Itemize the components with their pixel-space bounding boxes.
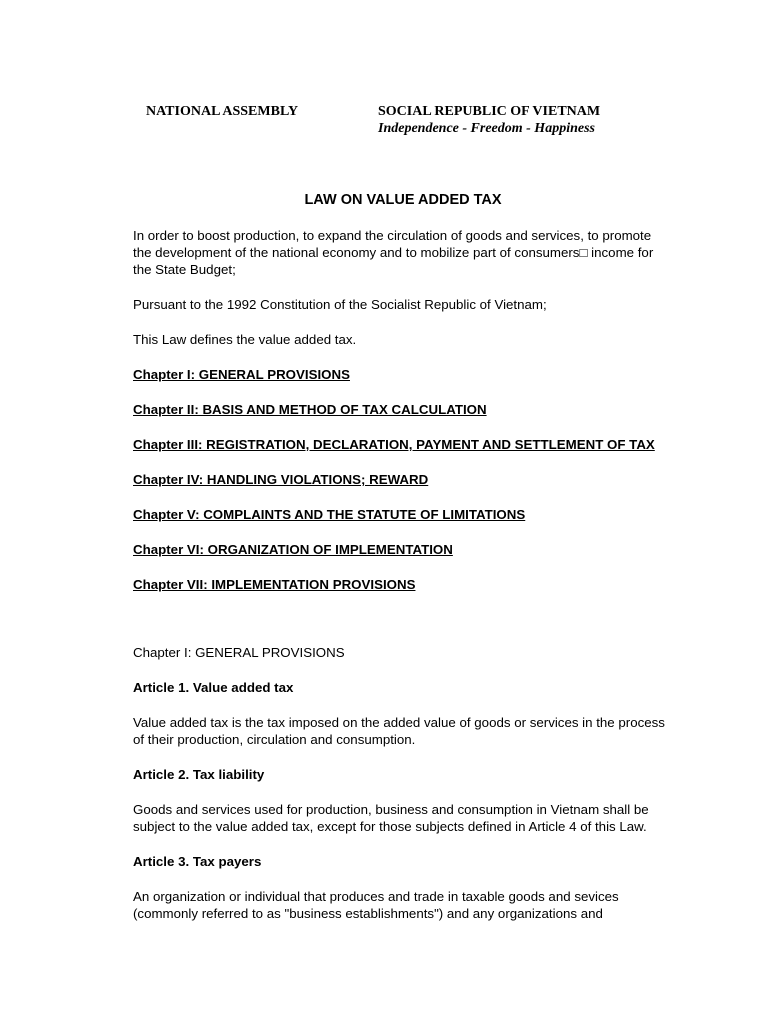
document-body [133,192,673,940]
issuer-name: NATIONAL ASSEMBLY [146,104,299,119]
article-3-text: An organization or individual that produces and trade in taxable goods and sevices (commonly referred to as "business establishments") and any organizations and [133,889,619,921]
chapter-heading: Chapter I: GENERAL PROVISIONS [133,645,345,660]
toc-chapter-1[interactable]: Chapter I: GENERAL PROVISIONS [133,367,350,382]
preamble-paragraph: In order to boost production, to expand the circulation of goods and services, to promote the development of the national economy and to mobilize part of consumers□ income for the State Budget; [133,228,654,277]
state-header [378,104,600,137]
state-motto: Independence - Freedom - Happiness [378,121,595,136]
article-1-heading: Article 1. Value added tax [133,680,294,695]
document-title: LAW ON VALUE ADDED TAX [304,192,502,208]
article-3-heading: Article 3. Tax payers [133,854,262,869]
toc-chapter-4[interactable]: Chapter IV: HANDLING VIOLATIONS; REWARD [133,472,429,487]
state-name: SOCIAL REPUBLIC OF VIETNAM [378,104,601,119]
toc-chapter-7[interactable]: Chapter VII: IMPLEMENTATION PROVISIONS [133,577,416,592]
toc-chapter-2[interactable]: Chapter II: BASIS AND METHOD OF TAX CALCULATION [133,402,487,417]
toc-chapter-3[interactable]: Chapter III: REGISTRATION, DECLARATION, PAYMENT AND SETTLEMENT OF TAX [133,437,655,452]
article-2-text: Goods and services used for production, business and consumption in Vietnam shall be subject to the value added tax, except for those subjects defined in Article 4 of this Law. [133,802,649,834]
toc-chapter-6[interactable]: Chapter VI: ORGANIZATION OF IMPLEMENTATION [133,542,453,557]
preamble-paragraph: This Law defines the value added tax. [133,332,357,347]
article-2-heading: Article 2. Tax liability [133,767,265,782]
toc-chapter-5[interactable]: Chapter V: COMPLAINTS AND THE STATUTE OF LIMITATIONS [133,507,526,522]
preamble-paragraph: Pursuant to the 1992 Constitution of the Socialist Republic of Vietnam; [133,297,547,312]
article-1-text: Value added tax is the tax imposed on the added value of goods or services in the process of their production, circulation and consumption. [133,715,665,747]
section-spacer [133,611,673,644]
